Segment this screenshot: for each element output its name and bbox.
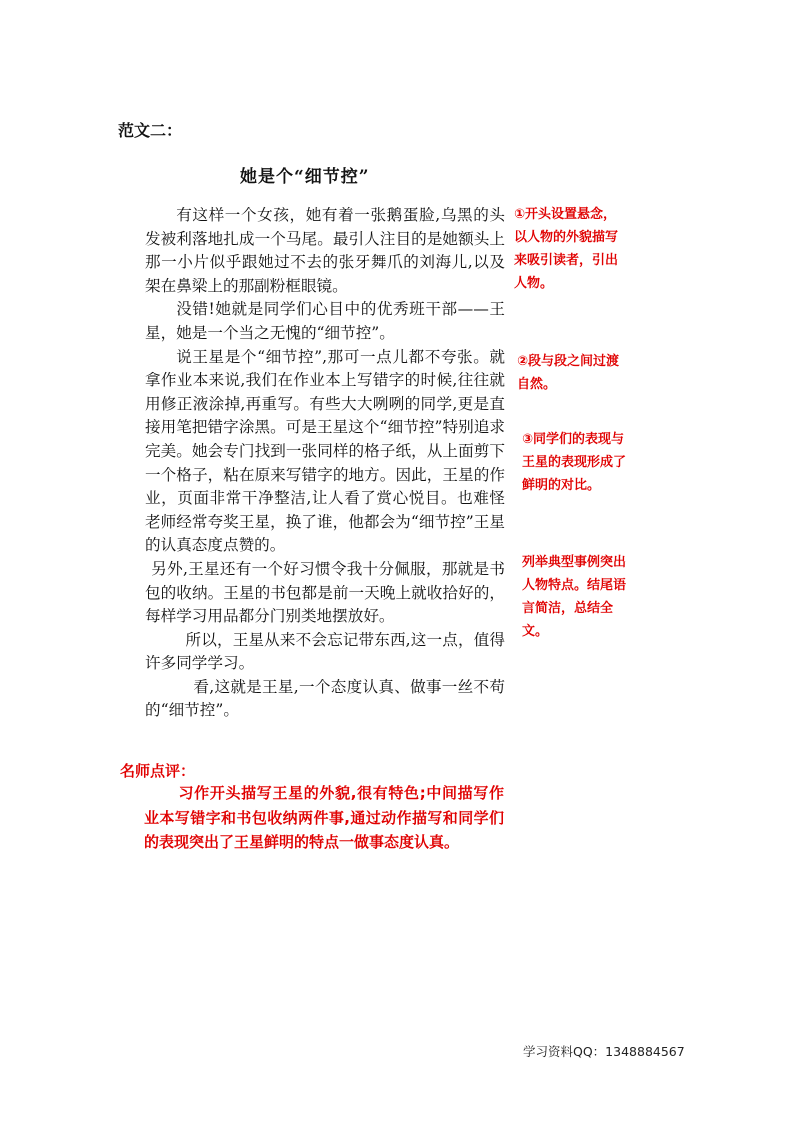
paragraph-5: 所以，王星从来不会忘记带东西,这一点，值得许多同学学习。: [145, 630, 505, 673]
review-label: 名师点评：: [120, 762, 196, 780]
annotation-3: ③同学们的表现与王星的表现形成了鲜明的对比。: [522, 432, 627, 493]
essay-body: [145, 204, 505, 723]
annotation-2: ②段与段之间过渡自然。: [517, 354, 620, 392]
review-text: 习作开头描写王星的外貌,很有特色;中间描写作业本写错字和书包收纳两件事,通过动作描写和同学们的表现突出了王星鲜明的特点一做事态度认真。: [144, 784, 504, 851]
paragraph-4: 另外,王星还有一个好习惯令我十分佩服，那就是书包的收纳。王星的书包都是前一天晚上就收拾好的，每样学习用品都分门别类地摆放好。: [145, 559, 505, 626]
paragraph-6: 看,这就是王星,一个态度认真、做事一丝不苟的“细节控”。: [145, 677, 505, 720]
section-label: 范文二：: [118, 121, 183, 140]
paragraph-3: 说王星是个“细节控”,那可一点儿都不夸张。就拿作业本来说,我们在作业本上写错字的时候,往往就用修正液涂掉,再重写。有些大大咧咧的同学,更是直接用笔把错字涂黑。可是王星这个“细节控”特别追求完美。她会专门找到一张同样的格子纸，从上面剪下一个格子，粘在原来写错字的地方。因此，王星的作业，页面非常干净整洁,让人看了赏心悦目。也难怪老师经常夸奖王星，换了谁，他都会为“细节控”王星的认真态度点赞的。: [145, 347, 505, 555]
paragraph-2: 没错!她就是同学们心目中的优秀班干部——王星，她是一个当之无愧的“细节控”。: [145, 300, 505, 342]
annotation-1: ①开头设置悬念，以人物的外貌描写来吸引读者，引出人物。: [514, 207, 619, 291]
footer-contact: 学习资料QQ：1348884567: [523, 1044, 685, 1059]
essay-title: 她是个“细节控”: [240, 167, 370, 187]
annotation-4: 列举典型事例突出人物特点。结尾语言简洁，总结全文。: [522, 555, 627, 639]
paragraph-1: 有这样一个女孩，她有着一张鹅蛋脸,乌黑的头发被利落地扎成一个马尾。最引人注目的是她额头上那一小片似乎跟她过不去的张牙舞爪的刘海儿,以及架在鼻梁上的那副粉框眼镜。: [145, 206, 505, 295]
